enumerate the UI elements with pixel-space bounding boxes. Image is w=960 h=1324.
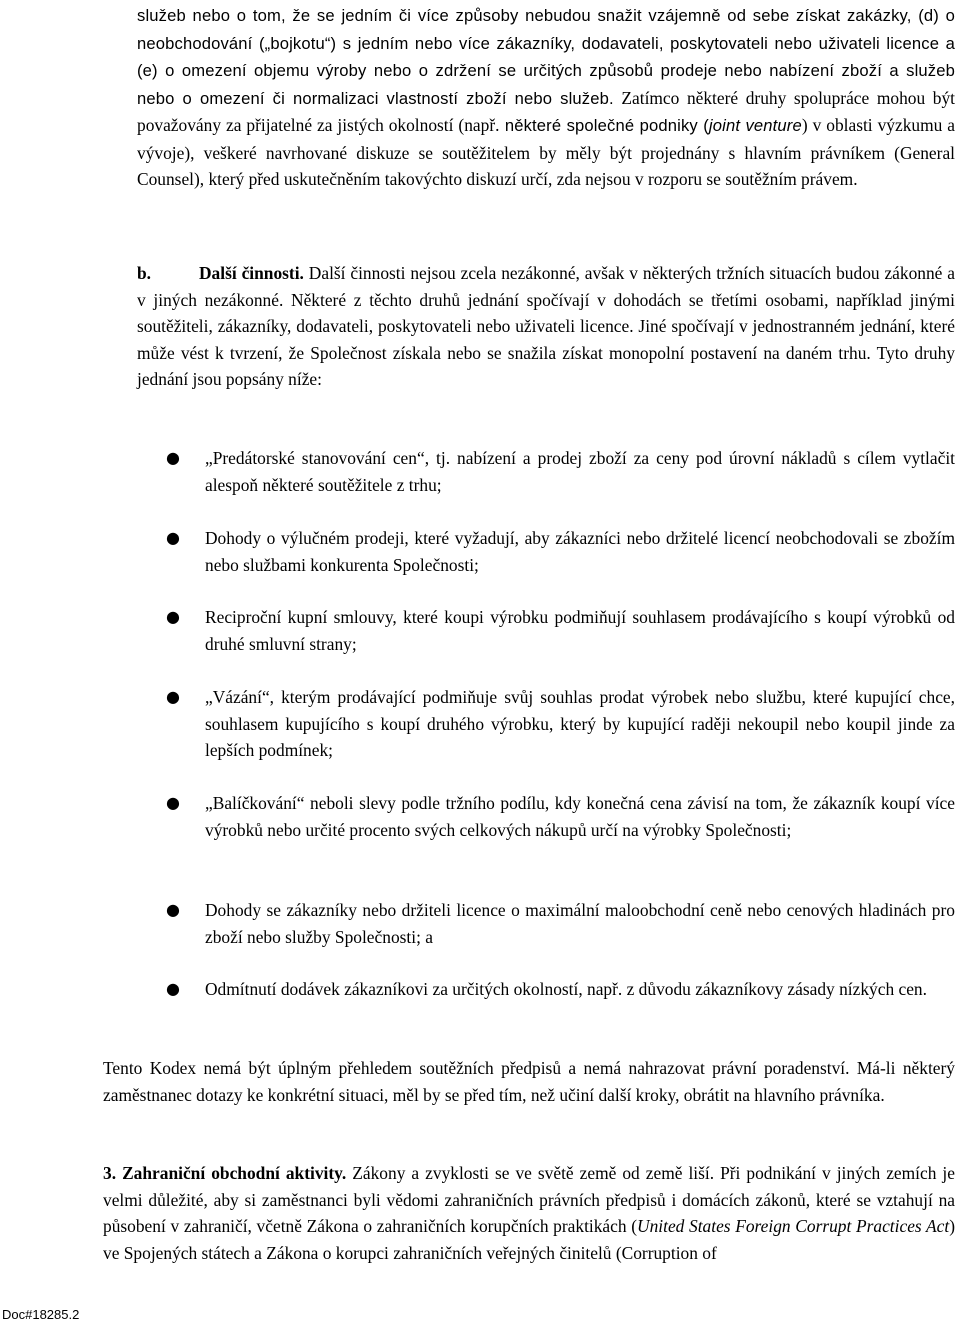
bullet-marker: ● — [166, 793, 180, 812]
bullet-marker: ● — [166, 979, 180, 998]
section-3 — [103, 1160, 955, 1266]
paragraph-agreements-text-3: ) v oblasti výzkumu a vývoje), veškeré navrhované diskuze se soutěžitelem by měly být projednány s hlavním právníkem (General Counsel), který před uskutečněním takovýchto diskuzí určí, zda nejsou v rozporu se soutěžním právem. — [137, 115, 955, 189]
list-item: „Vázání“, kterým prodávající podmiňuje svůj souhlas prodat výrobek nebo službu, které kupující chce, souhlasem kupujícího s koupí druhého výrobku, který by kupující raději nekoupil nebo koupil jinde za lepších podmínek; — [205, 687, 955, 760]
bullet-marker: ● — [166, 900, 180, 919]
list-item: Odmítnutí dodávek zákazníkovi za určitých okolností, např. z důvodu zákazníkovy zásady nízkých cen. — [205, 979, 927, 999]
section-3-body-2: ) ve Spojených státech a Zákona o korupci zahraničních veřejných činitelů (Corruption of — [103, 1216, 956, 1263]
paragraph-code-disclaimer: Tento Kodex nemá být úplným přehledem soutěžních předpisů a nemá nahrazovat právní poradenství. Má-li některý zaměstnanec dotazy ke konkrétní situaci, měl by se před tím, než učiní další kroky, obrátit na hlavního právníka. — [103, 1058, 955, 1105]
list-item: „Balíčkování“ neboli slevy podle tržního podílu, kdy konečná cena závisí na tom, že zákazník koupí více výrobků nebo určité procento svých celkových nákupů určí na výrobky Společnosti; — [205, 793, 955, 840]
paragraph-agreements-text-2: některé společné podniky ( — [499, 116, 709, 135]
bullet-marker: ● — [166, 448, 180, 467]
list-item: Dohody o výlučném prodeji, které vyžadují, aby zákazníci nebo držitelé licencí neobchodovali se zbožím nebo službami konkurenta Společnosti; — [205, 528, 955, 575]
list-item: Dohody se zákazníky nebo držiteli licence o maximální maloobchodní ceně nebo cenových hladinách pro zboží nebo služby Společnosti; a — [205, 900, 955, 947]
list-item: „Predátorské stanovování cen“, tj. nabízení a prodej zboží za ceny pod úrovní nákladů s cílem vytlačit alespoň některé soutěžitele z trhu; — [205, 448, 955, 495]
paragraph-agreements-text-1: Zatímco některé druhy spolupráce mohou být považovány za přijatelné za jistých okolností (např. — [137, 87, 955, 135]
section-b — [137, 260, 955, 393]
bullet-marker: ● — [166, 687, 180, 706]
document-footer-id: Doc#18285.2 — [2, 1307, 80, 1322]
bullet-marker: ● — [166, 607, 180, 626]
paragraph-agreements — [137, 2, 955, 193]
section-3-number: 3. — [103, 1163, 117, 1183]
section-3-heading: Zahraniční obchodní aktivity. — [122, 1163, 347, 1183]
section-b-heading: Další činnosti. — [199, 263, 304, 283]
joint-venture-term: joint venture — [708, 116, 802, 135]
fcpa-act-name: United States Foreign Corrupt Practices Act — [637, 1216, 950, 1236]
list-item: Reciproční kupní smlouvy, které koupi výrobku podmiňují souhlasem prodávajícího s koupí výrobků od druhé smluvní strany; — [205, 607, 955, 654]
paragraph-agreements-sans-text: služeb nebo o tom, že se jedním či více způsoby nebudou snažit vzájemně od sebe získat zakázky, (d) o neobchodování („bojkotu“) s jedním nebo více zákazníky, dodavateli, poskytovateli nebo uživateli licence a (e) o omezení objemu výroby nebo o zdržení se určitých způsobů prodeje nebo nabízení zboží a služeb nebo o omezení či normalizaci vlastností zboží nebo služeb. — [137, 6, 955, 108]
section-b-label: b. — [137, 263, 152, 283]
section-b-body: Další činnosti nejsou zcela nezákonné, avšak v některých tržních situacích budou zákonné a v jiných nezákonné. Některé z těchto druhů jednání spočívají v dohodách se třetími osobami, například jinými soutěžiteli, zákazníky, dodavateli, poskytovateli nebo uživateli licence. Jiné spočívají v jednostranném jednání, které může vést k tvrzení, že Společnost získala nebo se snažila získat monopolní postavení na daném trhu. Tyto druhy jednání jsou popsány níže: — [137, 263, 955, 389]
bullet-marker: ● — [166, 528, 180, 547]
section-3-body-1: Zákony a zvyklosti se ve světě země od země liší. Při podnikání v jiných zemích je velmi důležité, aby si zaměstnanci byli vědomi zahraničních právních předpisů i domácích zákonů, které se vztahují na působení v zahraničí, včetně Zákona o zahraničních korupčních praktikách ( — [103, 1163, 955, 1236]
